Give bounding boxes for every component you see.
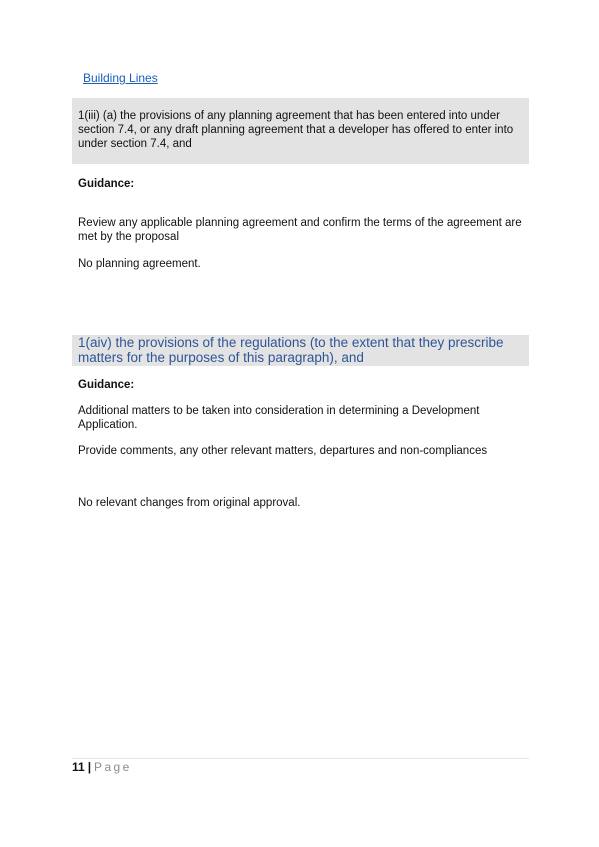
- section-2-heading: 1(aiv) the provisions of the regulations (to the extent that they prescribe matters for the purposes of this paragraph), and: [72, 335, 529, 366]
- section-2-guidance-label: Guidance:: [78, 379, 135, 391]
- section-2-guidance-text-2: Provide comments, any other relevant matters, departures and non-compliances: [78, 445, 488, 457]
- section-1-response: No planning agreement.: [78, 258, 201, 270]
- page-label: Page: [94, 760, 132, 774]
- footer-divider: [72, 758, 529, 759]
- section-1-guidance-text: Review any applicable planning agreement and confirm the terms of the agreement are met by the proposal: [78, 217, 522, 243]
- page-footer: [72, 760, 132, 774]
- section-2-response: No relevant changes from original approval.: [78, 497, 301, 509]
- section-1-guidance-label: Guidance:: [78, 178, 135, 190]
- building-lines-link[interactable]: Building Lines: [83, 71, 158, 85]
- footer-separator: |: [87, 760, 92, 774]
- page-number: 11: [72, 760, 85, 774]
- section-1-heading: 1(iii) (a) the provisions of any planning agreement that has been entered into under section 7.4, or any draft planning agreement that a developer has offered to enter into under section 7.4, and: [72, 98, 529, 164]
- section-2-guidance-text: Additional matters to be taken into consideration in determining a Development Application.: [78, 405, 480, 431]
